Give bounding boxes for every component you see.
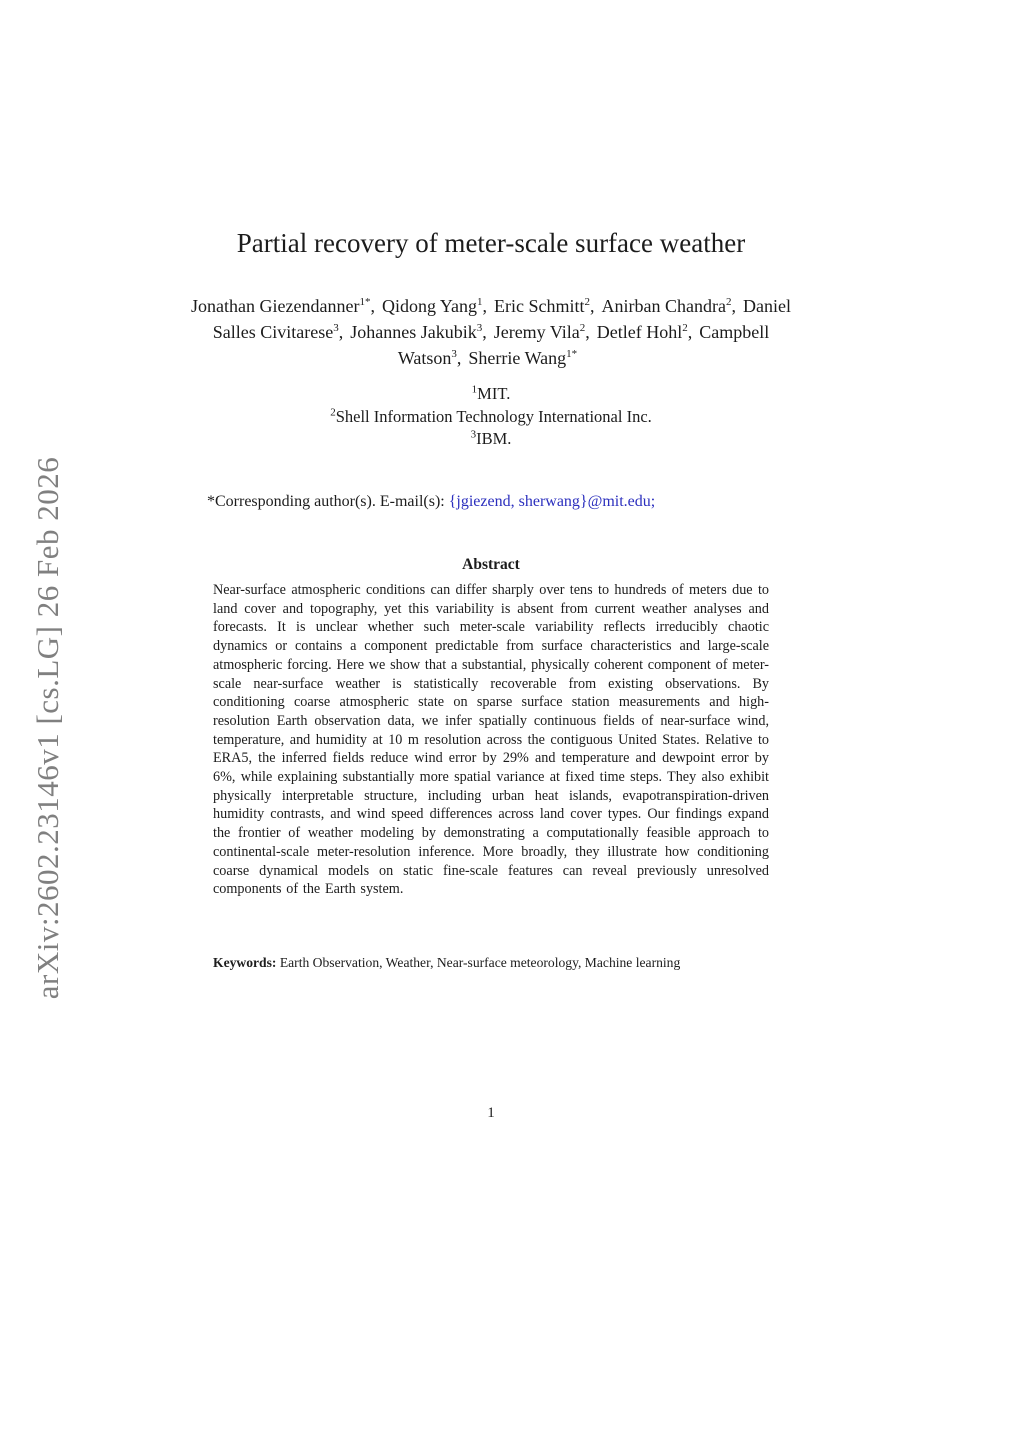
affiliation: $^2$Shell Information Technology International Inc. — [330, 406, 652, 426]
arxiv-watermark: arXiv:2602.23146v1 [cs.LG] 26 Feb 2026 — [30, 456, 65, 1000]
abstract-heading: Abstract — [462, 556, 520, 573]
author: Anirban Chandra$^2$, — [601, 296, 736, 316]
author-affiliation-sup: 2 — [682, 322, 688, 334]
author-affiliation-sup: 3 — [476, 322, 483, 334]
author: Jeremy Vila$^2$, — [493, 322, 590, 342]
affiliation-list — [196, 383, 786, 451]
author-affiliation-sup: 1* — [359, 296, 371, 308]
corresponding-email-link[interactable]: {jgiezend, sherwang}@mit.edu; — [448, 493, 656, 510]
author: Jonathan Giezendanner$^{1*}$, — [191, 296, 375, 316]
author: Campbell Watson$^3$, — [397, 322, 770, 368]
author-affiliation-sup: 3 — [451, 348, 457, 360]
author: Qidong Yang$^1$, — [381, 296, 488, 316]
author: Eric Schmitt$^2$, — [494, 296, 595, 316]
corresponding-prefix: *Corresponding author(s). E-mail(s): — [207, 493, 449, 510]
author-affiliation-sup: 1* — [566, 348, 578, 360]
author-list — [186, 293, 796, 371]
author: Sherrie Wang$^{1*}$ — [468, 348, 578, 368]
abstract-text: Near-surface atmospheric conditions can differ sharply over tens to hundreds of meters due to land cover and topography, yet this variability is absent from current weather analyses and forecasts. It is unclear whether such meter-scale variability reflects irreducibly chaotic dynamics or contains a component predictable from surface characteristics and large-scale atmospheric forcing. Here we show that a substantial, physically coherent component of meter-scale near-surface weather is statistically recoverable from existing observations. By conditioning coarse atmospheric state on sparse surface station measurements and high-resolution Earth observation data, we infer spatially continuous fields of near-surface wind, temperature, and humidity at 10 m resolution across the contiguous United States. Relative to ERA5, the inferred fields reduce wind error by 29% and temperature and dewpoint error by 6%, while explaining substantially more spatial variance at fixed time steps. They also exhibit physically interpretable structure, including urban heat islands, evapotranspiration-driven humidity contrasts, and wind speed differences across land cover types. Our findings expand the frontier of weather modeling by demonstrating a computationally feasible approach to continental-scale meter-resolution inference. More broadly, they illustrate how conditioning coarse dynamical models on static fine-scale features can reveal previously unresolved components of the Earth system. — [213, 582, 769, 898]
affiliation: $^1$MIT. — [471, 383, 511, 403]
author-affiliation-sup: 2 — [584, 296, 590, 308]
affiliation-number: 1 — [471, 383, 478, 396]
author-affiliation-sup: 1 — [477, 296, 483, 308]
affiliation-number: 2 — [330, 406, 336, 418]
keywords-line — [213, 954, 769, 972]
corresponding-author-line — [207, 493, 775, 511]
author-affiliation-sup: 2 — [579, 322, 586, 334]
affiliation-number: 3 — [470, 428, 477, 441]
page-number: 1 — [487, 1105, 495, 1121]
keywords-label: Keywords: — [213, 955, 277, 970]
affiliation: $^3$IBM. — [470, 428, 512, 448]
keywords-text: Earth Observation, Weather, Near-surface meteorology, Machine learning — [276, 955, 681, 970]
author: Detlef Hohl$^2$, — [596, 322, 693, 342]
author: Daniel Salles Civitarese$^3$, — [212, 296, 791, 342]
paper-title: Partial recovery of meter-scale surface weather — [236, 228, 746, 258]
author: Johannes Jakubik$^3$, — [350, 322, 487, 342]
author-affiliation-sup: 3 — [333, 322, 339, 334]
author-affiliation-sup: 2 — [725, 296, 732, 308]
